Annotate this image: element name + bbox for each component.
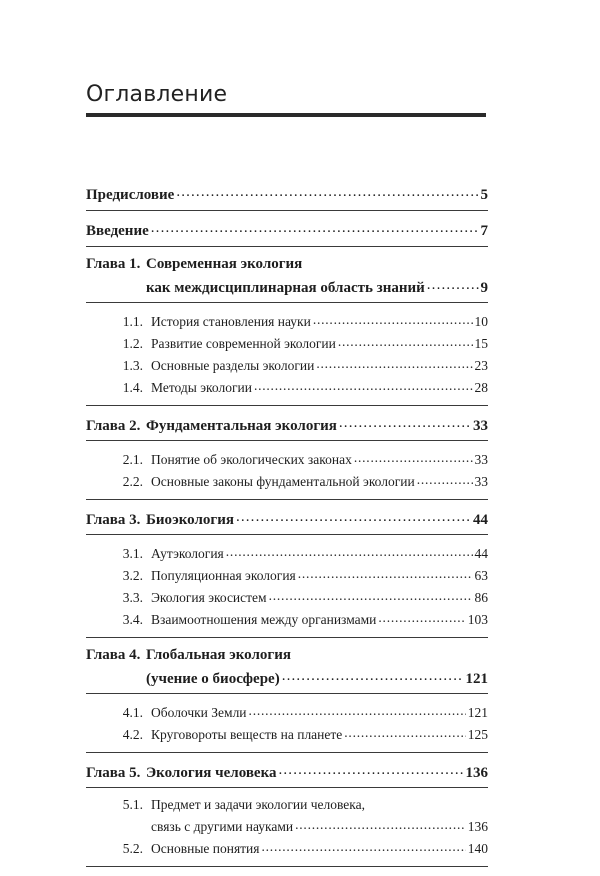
chapter-label: Глава 5.	[86, 765, 141, 781]
toc-section[interactable]	[86, 334, 488, 356]
section-number: 2.2.	[122, 473, 143, 489]
section-number: 5.1.	[122, 797, 143, 812]
section-number: 4.1.	[122, 704, 143, 720]
section-page: 15	[474, 335, 488, 351]
divider	[86, 752, 488, 753]
section-title: Предмет и задачи экологии человека,	[151, 797, 365, 812]
toc-section[interactable]	[86, 566, 488, 588]
section-title: Основные понятия	[151, 840, 260, 856]
chapter-heading[interactable]	[86, 762, 488, 783]
chapter-title-cont: как междисциплинарная область знаний	[146, 280, 425, 296]
divider	[86, 693, 488, 694]
chapter-3	[86, 509, 488, 632]
title-rule	[86, 113, 486, 117]
section-title-cont: связь с другими науками	[151, 818, 294, 834]
chapter-title: Экология человека	[146, 765, 277, 781]
chapter-page: 121	[465, 671, 488, 687]
toc-section[interactable]	[86, 588, 488, 610]
section-title: Аутэкология	[151, 545, 224, 561]
leader-dots	[236, 509, 471, 524]
toc-section[interactable]	[86, 544, 488, 566]
leader-dots	[269, 588, 473, 602]
section-number: 1.1.	[122, 313, 143, 329]
leader-dots	[354, 450, 473, 464]
section-title: Методы экологии	[151, 379, 252, 395]
chapter-label: Глава 3.	[86, 512, 141, 528]
chapter-label: Глава 4.	[86, 647, 141, 663]
section-page: 136	[467, 818, 488, 834]
leader-dots	[176, 184, 478, 199]
leader-dots	[249, 703, 466, 717]
toc-entry-preface[interactable]	[86, 184, 488, 205]
section-number: 2.1.	[122, 451, 143, 467]
chapter-1	[86, 256, 488, 400]
leader-dots	[279, 762, 464, 777]
toc-section[interactable]	[86, 839, 488, 861]
section-title: История становления науки	[151, 313, 311, 329]
section-title: Взаимоотношения между организмами	[151, 611, 377, 627]
section-page: 103	[467, 611, 488, 627]
chapter-heading-line[interactable]	[86, 256, 488, 277]
toc-entry-page: 5	[480, 187, 488, 203]
chapter-title: Глобальная экология	[146, 647, 291, 663]
leader-dots	[417, 472, 473, 486]
divider	[86, 534, 488, 535]
toc-entry-title: Введение	[86, 223, 149, 239]
section-number: 1.3.	[122, 357, 143, 373]
page-title: Оглавление	[86, 82, 228, 107]
leader-dots	[226, 544, 473, 558]
leader-dots	[295, 817, 466, 831]
leader-dots	[262, 839, 466, 853]
section-page: 86	[474, 589, 488, 605]
section-title: Круговороты веществ на планете	[151, 726, 343, 742]
toc-entry-page: 7	[480, 223, 488, 239]
divider	[86, 787, 488, 788]
table-of-contents	[86, 184, 488, 876]
section-page: 63	[474, 567, 488, 583]
section-title: Экология экосистем	[151, 589, 267, 605]
chapter-page: 136	[465, 765, 488, 781]
chapter-5	[86, 762, 488, 861]
chapter-page: 33	[473, 418, 488, 434]
leader-dots	[151, 220, 479, 235]
section-title-line[interactable]	[86, 797, 488, 817]
divider	[86, 440, 488, 441]
chapter-page: 9	[480, 280, 488, 296]
section-page: 23	[474, 357, 488, 373]
toc-section[interactable]	[86, 378, 488, 400]
section-page: 125	[467, 726, 488, 742]
leader-dots	[338, 334, 473, 348]
section-number: 5.2.	[122, 840, 143, 856]
leader-dots	[254, 378, 473, 392]
divider	[86, 210, 488, 211]
leader-dots	[378, 610, 465, 624]
chapter-heading-line[interactable]	[86, 647, 488, 668]
leader-dots	[339, 415, 471, 430]
chapter-title-cont: (учение о биосфере)	[146, 671, 280, 687]
section-page: 121	[467, 704, 488, 720]
chapter-heading[interactable]	[86, 415, 488, 436]
toc-section[interactable]	[86, 703, 488, 725]
chapter-2	[86, 415, 488, 494]
section-number: 3.4.	[122, 611, 143, 627]
section-title: Популяционная экология	[151, 567, 296, 583]
leader-dots	[313, 312, 473, 326]
section-number: 3.2.	[122, 567, 143, 583]
section-page: 33	[474, 473, 488, 489]
section-title: Понятие об экологических законах	[151, 451, 352, 467]
divider	[86, 246, 488, 247]
toc-section-continued[interactable]	[86, 817, 488, 839]
section-number: 3.1.	[122, 545, 143, 561]
toc-entry-intro[interactable]	[86, 220, 488, 241]
toc-section[interactable]	[86, 450, 488, 472]
toc-section[interactable]	[86, 356, 488, 378]
toc-entry-title: Предисловие	[86, 187, 175, 203]
divider	[86, 866, 488, 867]
chapter-title: Фундаментальная экология	[146, 418, 337, 434]
toc-section[interactable]	[86, 725, 488, 747]
leader-dots	[344, 725, 465, 739]
leader-dots	[316, 356, 472, 370]
section-title: Развитие современной экологии	[151, 335, 336, 351]
chapter-title: Биоэкология	[146, 512, 234, 528]
section-page: 10	[474, 313, 488, 329]
section-title: Основные разделы экологии	[151, 357, 315, 373]
section-number: 3.3.	[122, 589, 143, 605]
leader-dots	[298, 566, 473, 580]
toc-section[interactable]	[86, 610, 488, 632]
section-number: 1.2.	[122, 335, 143, 351]
toc-section[interactable]	[86, 312, 488, 334]
section-page: 140	[467, 840, 488, 856]
divider	[86, 499, 488, 500]
toc-section[interactable]	[86, 472, 488, 494]
chapter-heading-continued[interactable]	[86, 668, 488, 689]
leader-dots	[282, 668, 464, 683]
chapter-page: 44	[473, 512, 488, 528]
chapter-4	[86, 647, 488, 747]
divider	[86, 637, 488, 638]
section-page: 33	[474, 451, 488, 467]
chapter-label: Глава 1.	[86, 256, 141, 272]
chapter-title: Современная экология	[146, 256, 303, 272]
section-title: Основные законы фундаментальной экологии	[151, 473, 415, 489]
section-page: 28	[474, 379, 488, 395]
chapter-label: Глава 2.	[86, 418, 141, 434]
section-number: 1.4.	[122, 379, 143, 395]
leader-dots	[427, 277, 479, 292]
section-number: 4.2.	[122, 726, 143, 742]
divider	[86, 405, 488, 406]
divider	[86, 302, 488, 303]
chapter-heading-continued[interactable]	[86, 277, 488, 298]
section-title: Оболочки Земли	[151, 704, 247, 720]
chapter-heading[interactable]	[86, 509, 488, 530]
section-page: 44	[474, 545, 488, 561]
